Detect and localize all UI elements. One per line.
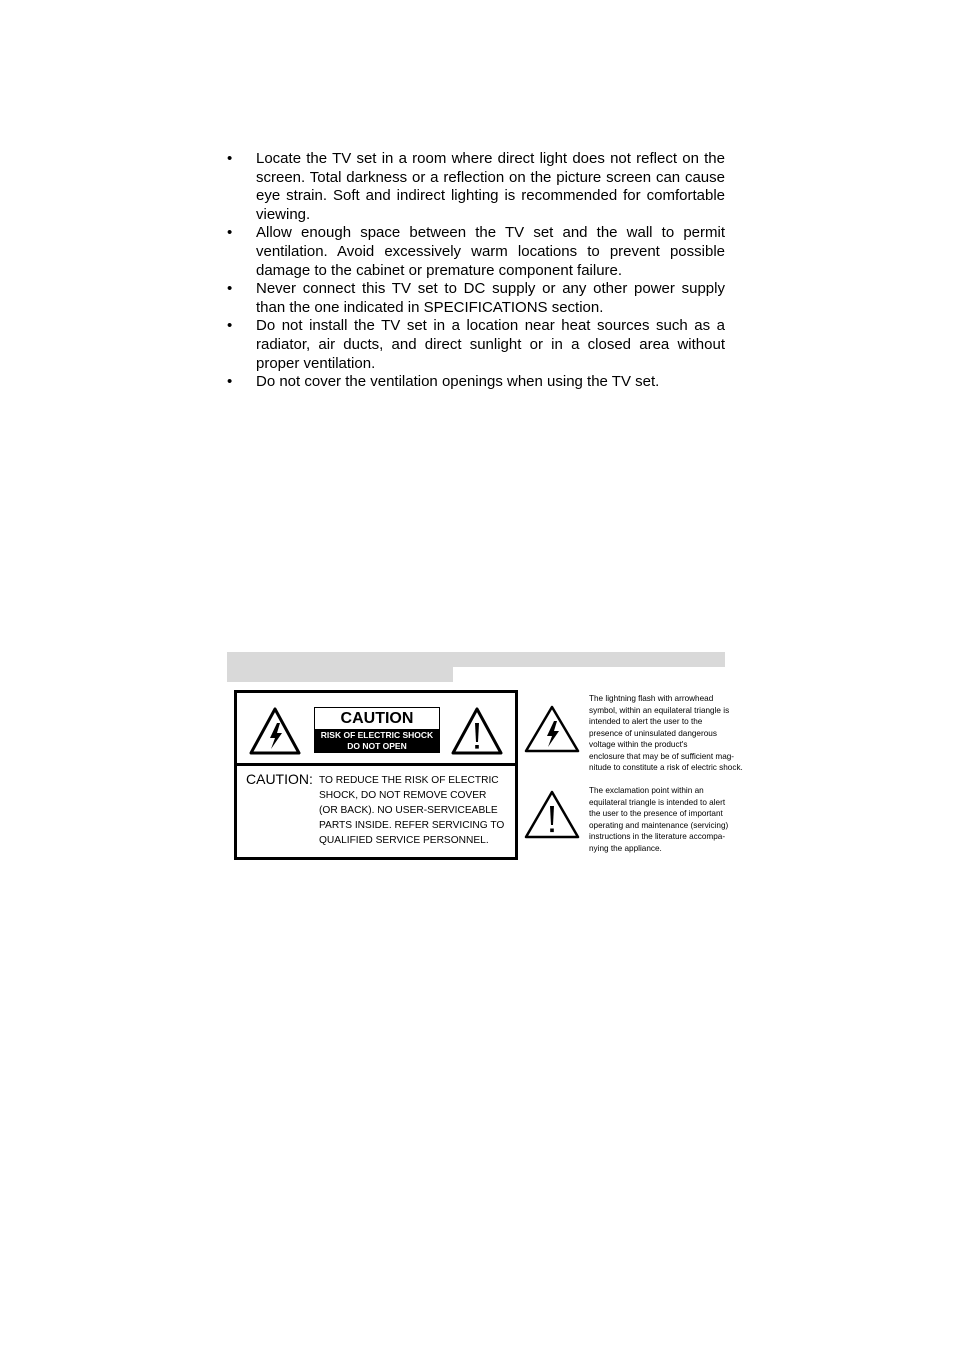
- caution-word: CAUTION:: [246, 771, 313, 787]
- caution-line: QUALIFIED SERVICE PERSONNEL.: [319, 835, 489, 846]
- explanation-line: nying the appliance.: [589, 843, 662, 853]
- risk-line-1: RISK OF ELECTRIC SHOCK: [320, 730, 434, 740]
- bullet-item: [226, 150, 725, 224]
- bullet-item: [226, 317, 725, 373]
- explanation-line: equilateral triangle is intended to alert: [589, 797, 726, 807]
- exclamation-warning-icon: [524, 790, 580, 840]
- explanation-line: operating and maintenance (servicing): [589, 820, 729, 830]
- bullet-item: [226, 280, 725, 317]
- explanation-line: The lightning flash with arrowhead: [589, 694, 714, 703]
- bullet-marker: •: [227, 150, 233, 167]
- section-heading-band: [227, 652, 725, 667]
- lightning-warning-icon: [249, 707, 301, 755]
- section-heading-band-tab: [227, 667, 453, 682]
- bullet-text: Do not cover the ventilation openings when using the TV set.: [256, 373, 660, 391]
- explanation-line: voltage within the product's: [589, 740, 688, 749]
- caution-line: TO REDUCE THE RISK OF ELECTRIC: [319, 775, 499, 786]
- safety-bullet-list: [226, 150, 725, 392]
- bullet-marker: •: [227, 280, 233, 298]
- bullet-marker: •: [227, 224, 233, 242]
- explanation-line: The exclamation point within an: [589, 786, 704, 795]
- caution-line: SHOCK, DO NOT REMOVE COVER: [319, 790, 487, 801]
- bullet-text: Locate the TV set in a room where direct light does not reflect on the screen. Total darkness or a reflection on the picture screen can cause eye strain. Soft and indirect lighting is recommended for comfortable viewing.: [256, 150, 725, 223]
- exclamation-warning-icon: [451, 707, 503, 755]
- explanation-line: symbol, within an equilateral triangle is: [589, 705, 730, 715]
- lightning-explanation: [589, 693, 743, 774]
- caution-plate: [314, 707, 440, 753]
- exclamation-explanation: [589, 785, 728, 854]
- risk-of-shock-banner: [315, 729, 439, 752]
- explanation-line: nitude to constitute a risk of electric shock.: [589, 763, 743, 772]
- bullet-text: Never connect this TV set to DC supply or any other power supply than the one indicated in SPECIFICATIONS section.: [256, 280, 725, 316]
- explanation-line: presence of uninsulated dangerous: [589, 728, 717, 738]
- risk-line-2: DO NOT OPEN: [347, 741, 407, 751]
- bullet-item: [226, 373, 725, 392]
- explanation-line: instructions in the literature accompa-: [589, 832, 726, 841]
- caution-line: (OR BACK). NO USER-SERVICEABLE: [319, 805, 498, 816]
- bullet-marker: •: [227, 317, 233, 335]
- explanation-line: enclosure that may be of sufficient mag-: [589, 751, 735, 761]
- bullet-text: Do not install the TV set in a location near heat sources such as a radiator, air ducts, and direct sunlight or in a closed area without proper ventilation.: [256, 317, 725, 372]
- caution-label: [234, 690, 518, 860]
- caution-text: [319, 773, 514, 848]
- bullet-text: Allow enough space between the TV set and the wall to permit ventilation. Avoid excessively warm locations to prevent possible damage to the cabinet or premature component failure.: [256, 224, 725, 279]
- bullet-item: [226, 224, 725, 280]
- bullet-marker: •: [227, 373, 233, 391]
- lightning-warning-icon: [524, 705, 580, 753]
- explanation-line: intended to alert the user to the: [589, 717, 703, 726]
- caution-line: PARTS INSIDE. REFER SERVICING TO: [319, 820, 505, 831]
- explanation-line: the user to the presence of important: [589, 809, 723, 818]
- caution-title: CAUTION: [340, 710, 414, 727]
- label-divider: [237, 763, 515, 766]
